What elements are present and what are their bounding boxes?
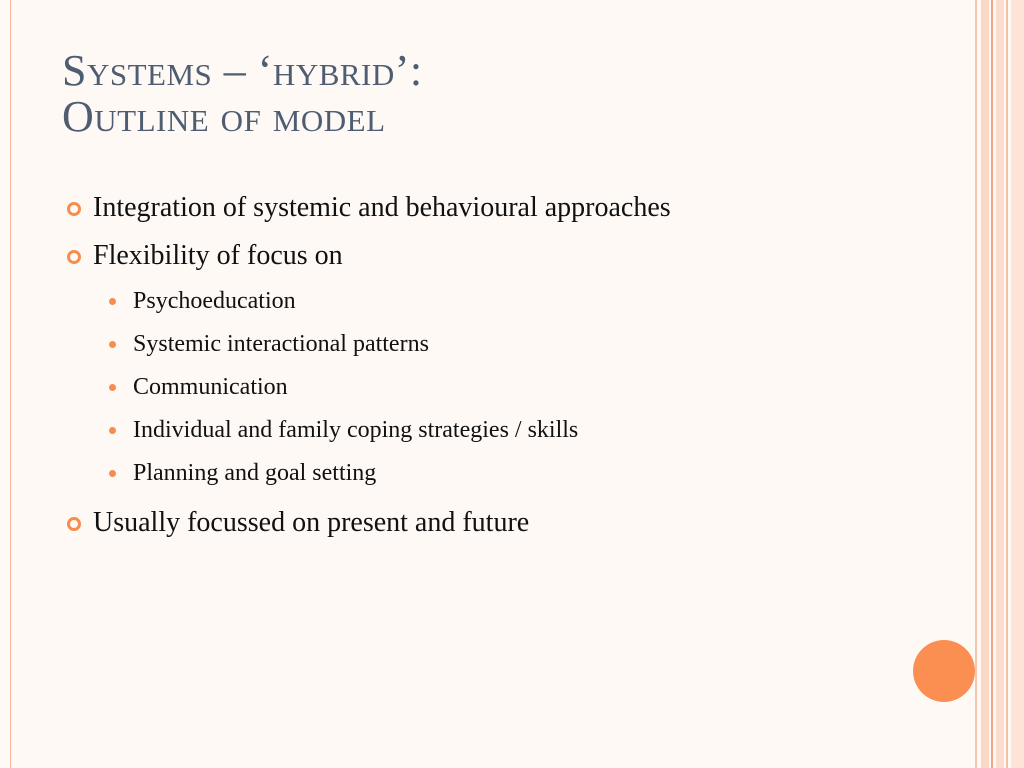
ring-bullet-icon [67, 202, 81, 216]
sub-bullet-text: Individual and family coping strategies / skills [133, 417, 579, 443]
right-stripe [1006, 0, 1008, 768]
dot-bullet-icon [109, 341, 116, 348]
sub-bullet-list [105, 280, 762, 495]
sub-bullet-text: Systemic interactional patterns [133, 331, 429, 357]
sub-bullet-item [105, 323, 762, 366]
slide-content [62, 188, 762, 543]
sub-bullet-text: Communication [133, 374, 288, 400]
dot-bullet-icon [109, 470, 116, 477]
right-stripe [981, 0, 989, 768]
decorative-circle [913, 640, 975, 702]
bullet-text: Integration of systemic and behavioural approaches [93, 192, 671, 223]
sub-bullet-item [105, 452, 762, 495]
sub-bullet-item [105, 280, 762, 323]
sub-bullet-text: Planning and goal setting [133, 460, 377, 486]
bullet-text: Usually focussed on present and future [93, 507, 530, 538]
right-stripe [1011, 0, 1024, 768]
right-stripe [975, 0, 977, 768]
bullet-item [62, 188, 762, 228]
slide-title-line-1: Systems – ‘hybrid’: [62, 46, 423, 95]
slide-title [62, 48, 423, 140]
right-stripe [996, 0, 1004, 768]
ring-bullet-icon [67, 250, 81, 264]
left-accent-line [10, 0, 11, 768]
sub-bullet-item [105, 409, 762, 452]
slide-title-line-2: Outline of model [62, 92, 386, 141]
dot-bullet-icon [109, 427, 116, 434]
bullet-text: Flexibility of focus on [93, 240, 343, 271]
dot-bullet-icon [109, 298, 116, 305]
ring-bullet-icon [67, 517, 81, 531]
sub-bullet-item [105, 366, 762, 409]
dot-bullet-icon [109, 384, 116, 391]
bullet-item [62, 503, 762, 543]
bullet-item [62, 236, 762, 495]
right-stripe [991, 0, 993, 768]
sub-bullet-text: Psychoeducation [133, 288, 296, 314]
